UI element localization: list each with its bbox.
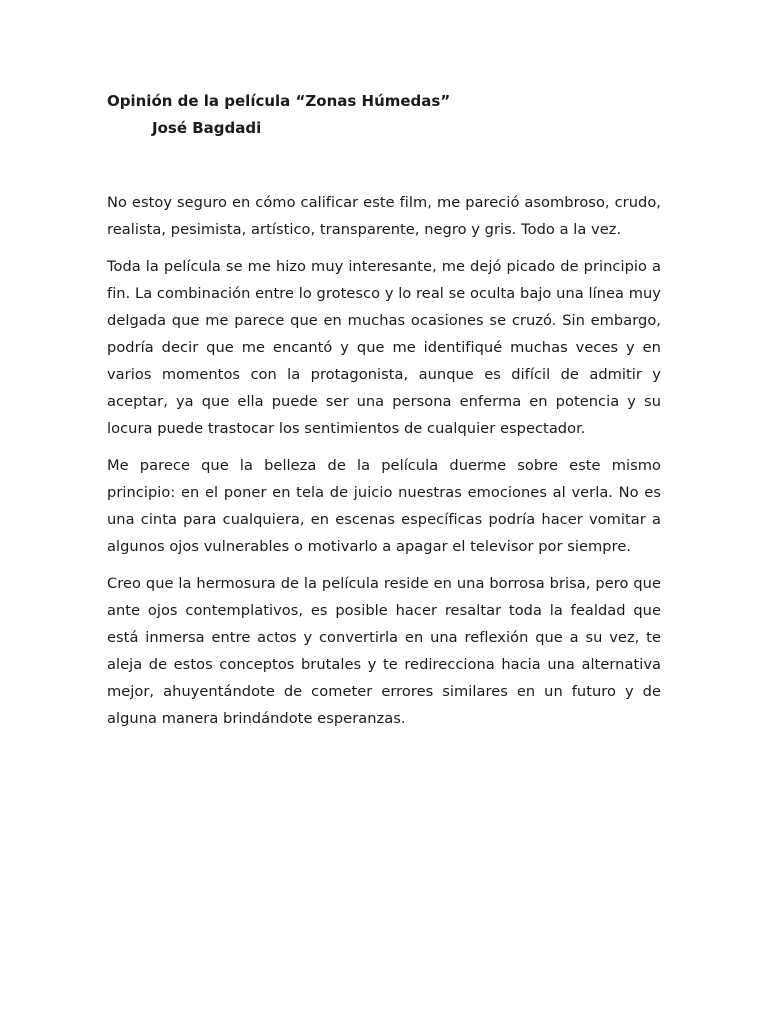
paragraph-2: Toda la película se me hizo muy interesante, me dejó picado de principio a fin. La combinación entre lo grotesco y lo real se oculta bajo una línea muy delgada que me parece que en muchas ocasiones se cruzó. Sin embargo, podría decir que me encantó y que me identifiqué muchas veces y en varios momentos con la protagonista, aunque es difícil de admitir y aceptar, ya que ella puede ser una persona enferma en potencia y su locura puede trastocar los sentimientos de cualquier espectador.	[107, 258, 661, 437]
paragraph-3: Me parece que la belleza de la película duerme sobre este mismo principio: en el poner en tela de juicio nuestras emociones al verla. No es una cinta para cualquiera, en escenas específicas podría hacer vomitar a algunos ojos vulnerables o motivarlo a apagar el televisor por siempre.	[107, 457, 661, 555]
document-author: José Bagdadi	[152, 119, 262, 137]
paragraph-4: Creo que la hermosura de la película reside en una borrosa brisa, pero que ante ojos contemplativos, es posible hacer resaltar toda la fealdad que está inmersa entre actos y convertirla en una reflexión que a su vez, te aleja de estos conceptos brutales y te redirecciona hacia una alternativa mejor, ahuyentándote de cometer errores similares en un futuro y de alguna manera brindándote esperanzas.	[107, 575, 661, 727]
document-body	[107, 189, 661, 742]
paragraph-1: No estoy seguro en cómo calificar este film, me pareció asombroso, crudo, realista, pesimista, artístico, transparente, negro y gris. Todo a la vez.	[107, 194, 661, 238]
document-title: Opinión de la película “Zonas Húmedas”	[107, 92, 451, 110]
